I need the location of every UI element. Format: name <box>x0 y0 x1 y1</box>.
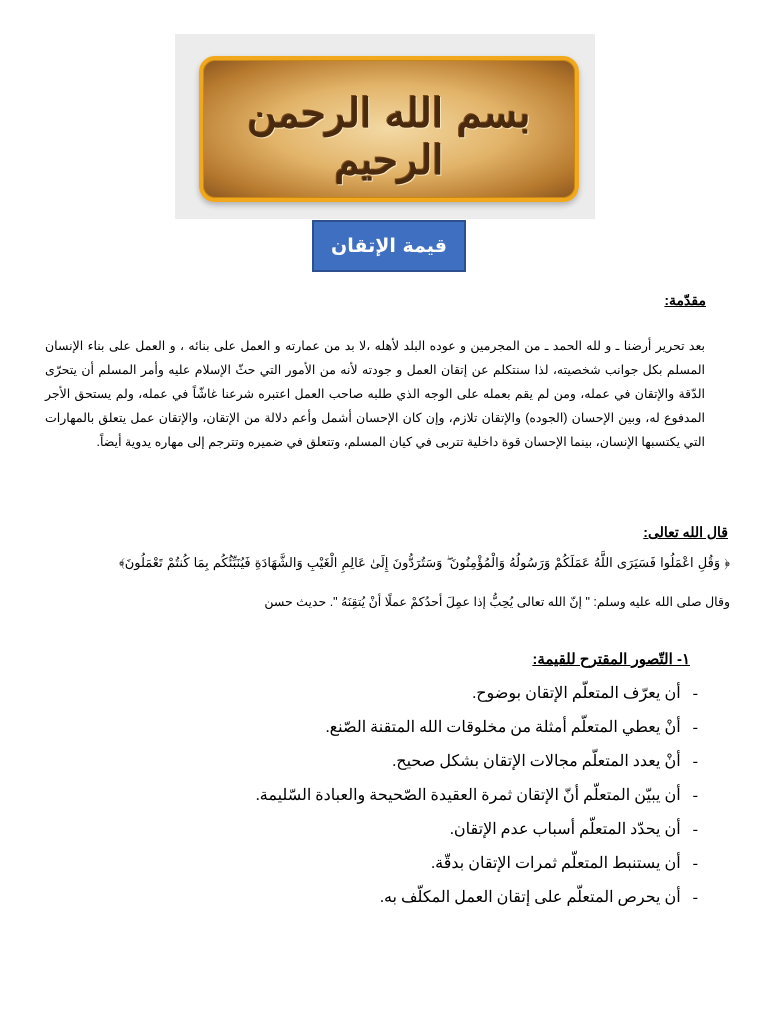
basmala-calligraphy: بسم الله الرحمن الرحيم <box>247 90 531 184</box>
list-item <box>256 680 698 714</box>
bullet-dash: - <box>692 821 698 838</box>
list-item-text: أن يبيّن المتعلّم أنّ الإتقان ثمرة العقيدة الصّحيحة والعبادة السّليمة. <box>255 787 681 804</box>
intro-heading: مقدّمة: <box>664 292 706 308</box>
list-item <box>256 816 698 850</box>
bullet-dash: - <box>692 753 698 770</box>
list-item <box>256 850 698 884</box>
list-item <box>256 884 698 918</box>
list-item-text: أن يستنبط المتعلّم ثمرات الإتقان بدقّة. <box>431 855 681 872</box>
bullet-dash: - <box>692 685 698 702</box>
bullet-dash: - <box>692 855 698 872</box>
list-item-text: أن يعرّف المتعلّم الإتقان بوضوح. <box>472 685 681 702</box>
intro-paragraph: بعد تحرير أرضنا ـ و لله الحمد ـ من المجرمين و عوده البلد لأهله ،لا بد من عمارته و العمل على بنائه ، و العمل على بناء الإنسان المسلم بكل جوانب شخصيته، لذا سنتكلم عن إتقان العمل و جودته لأنه من الأمور التي حثّ الإسلام عليه وأمر المسلم أن يتحرّى الدّقة والإتقان في عمله، ومن لم يقم بعمله على الوجه الذي طلبه صاحب العمل اعتبره شرعنا غاشّاً في عمله، ولم يستحق الأجر المدفوع له، وبين الإحسان (الجوده) والإتقان تلازم، وإن كان الإحسان أشمل وأعم دلالة من الإتقان، والإتقان عمل يتعلق بالمهارات التي يكتسبها الإنسان، بينما الإحسان قوة داخلية تتربى في كيان المسلم، وتتعلق في ضميره وتترجم إلى مهاره يدوية أيضاً. <box>45 339 705 449</box>
hadith-text: وقال صلى الله عليه وسلم: " إنّ الله تعالى يُحِبُّ إذا عمِلَ أحدُكمْ عملًا أنْ يُتقِنَهُ ". حديث حسن <box>264 595 730 609</box>
list-item <box>256 748 698 782</box>
quran-verse: ﴿ وَقُلِ اعْمَلُوا فَسَيَرَى اللَّهُ عَمَلَكُمْ وَرَسُولُهُ وَالْمُؤْمِنُونَ ۖ وَسَتُرَدُّونَ إِلَىٰ عَالِمِ الْغَيْبِ وَالشَّهَادَةِ فَيُنَبِّئُكُم بِمَا كُنتُمْ تَعْمَلُونَ﴾ <box>118 556 730 571</box>
list-item-text: أن يحرص المتعلّم على إتقان العمل المكلّف به. <box>379 889 681 906</box>
bullet-dash: - <box>692 889 698 906</box>
outcomes-heading: ١- التّصور المقترح للقيمة: <box>532 651 690 668</box>
list-item-text: أن يحدّد المتعلّم أسباب عدم الإتقان. <box>449 821 681 838</box>
basmala-banner <box>175 34 595 219</box>
bullet-dash: - <box>692 719 698 736</box>
list-item-text: أنْ يعدد المتعلّم مجالات الإتقان بشكل صحيح. <box>392 753 681 770</box>
outcomes-list <box>256 680 698 918</box>
list-item-text: أنْ يعطي المتعلّم أمثلة من مخلوقات الله المتقنة الصّنع. <box>325 719 681 736</box>
list-item <box>256 714 698 748</box>
list-item <box>256 782 698 816</box>
basmala-frame <box>199 56 579 202</box>
quran-heading: قال الله تعالى: <box>643 524 728 540</box>
bullet-dash: - <box>692 787 698 804</box>
page-title: قيمة الإتقان <box>312 220 466 272</box>
